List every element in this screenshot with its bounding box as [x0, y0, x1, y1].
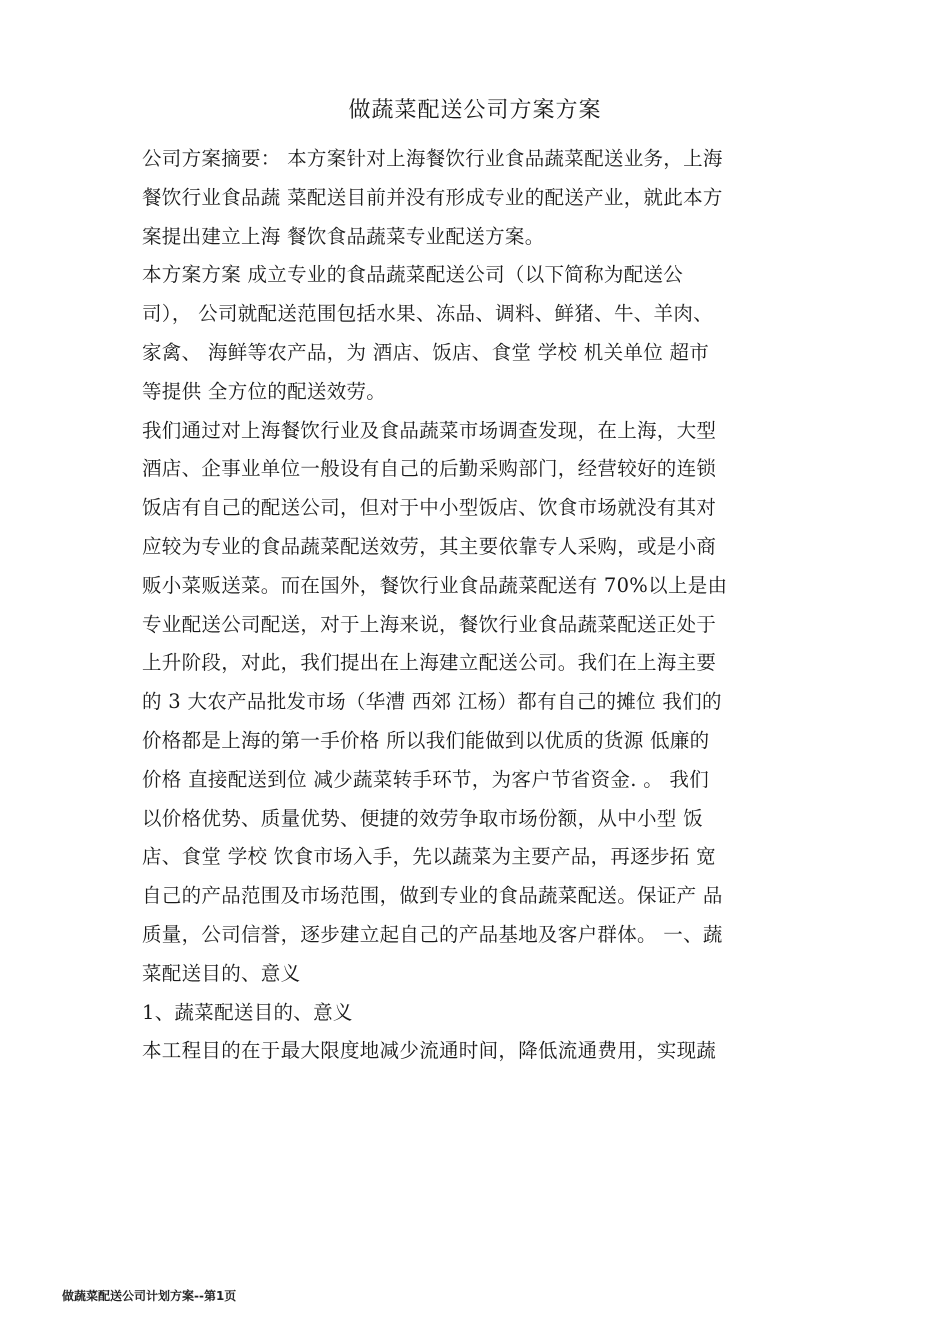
body-line: 酒店、企事业单位一般设有自己的后勤采购部门，经营较好的连锁 — [142, 457, 717, 481]
body-line: 店、食堂 学校 饮食市场入手，先以蔬菜为主要产品，再逐步拓 宽 — [142, 845, 716, 869]
body-line: 饭店有自己的配送公司，但对于中小型饭店、饮食市场就没有其对 — [142, 496, 717, 520]
body-line: 以价格优势、质量优势、便捷的效劳争取市场份额，从中小型 饭 — [142, 806, 703, 830]
body-line: 等提供 全方位的配送效劳。 — [142, 379, 387, 403]
body-line: 价格都是上海的第一手价格 所以我们能做到以优质的货源 低廉的 — [142, 728, 710, 752]
body-line: 司）， 公司就配送范围包括水果、冻品、调料、鲜猪、牛、羊肉、 — [142, 302, 713, 326]
body-line: 自己的产品范围及市场范围，做到专业的食品蔬菜配送。保证产 品 — [142, 884, 723, 908]
body-line: 案提出建立上海 餐饮食品蔬菜专业配送方案。 — [142, 224, 545, 248]
body-line: 价格 直接配送到位 减少蔬菜转手环节，为客户节省资金. 。 我们 — [142, 767, 710, 791]
subsection-heading: 1、蔬菜配送目的、意义 — [142, 1000, 353, 1024]
document-title: 做蔬菜配送公司方案方案 — [348, 98, 602, 123]
body-line: 家禽、 海鲜等农产品，为 酒店、饭店、食堂 学校 机关单位 超市 — [142, 340, 710, 364]
body-line: 餐饮行业食品蔬 菜配送目前并没有形成专业的配送产业，就此本方 — [142, 185, 723, 209]
body-line: 贩小菜贩送菜。而在国外，餐饮行业食品蔬菜配送有 70%以上是由 — [142, 573, 728, 597]
body-line: 公司方案摘要： 本方案针对上海餐饮行业食品蔬菜配送业务，上海 — [142, 147, 723, 170]
section-heading: 菜配送目的、意义 — [142, 961, 301, 985]
page-footer: 做蔬菜配送公司计划方案--第1页 — [62, 1289, 237, 1303]
body-line: 的 3 大农产品批发市场（华漕 西郊 江杨）都有自己的摊位 我们的 — [142, 690, 722, 714]
body-line: 质量，公司信誉，逐步建立起自己的产品基地及客户群体。 一、蔬 — [142, 922, 723, 946]
body-line: 本方案方案 成立专业的食品蔬菜配送公司（以下简称为配送公 — [142, 263, 684, 287]
body-line: 我们通过对上海餐饮行业及食品蔬菜市场调查发现，在上海，大型 — [142, 418, 717, 442]
body-line: 专业配送公司配送，对于上海来说，餐饮行业食品蔬菜配送正处于 — [142, 612, 717, 636]
document-body — [142, 140, 807, 1071]
body-line: 上升阶段，对此，我们提出在上海建立配送公司。我们在上海主要 — [142, 651, 717, 675]
body-line: 应较为专业的食品蔬菜配送效劳，其主要依靠专人采购，或是小商 — [142, 534, 717, 558]
body-line: 本工程目的在于最大限度地减少流通时间，降低流通费用，实现蔬 — [142, 1039, 717, 1063]
